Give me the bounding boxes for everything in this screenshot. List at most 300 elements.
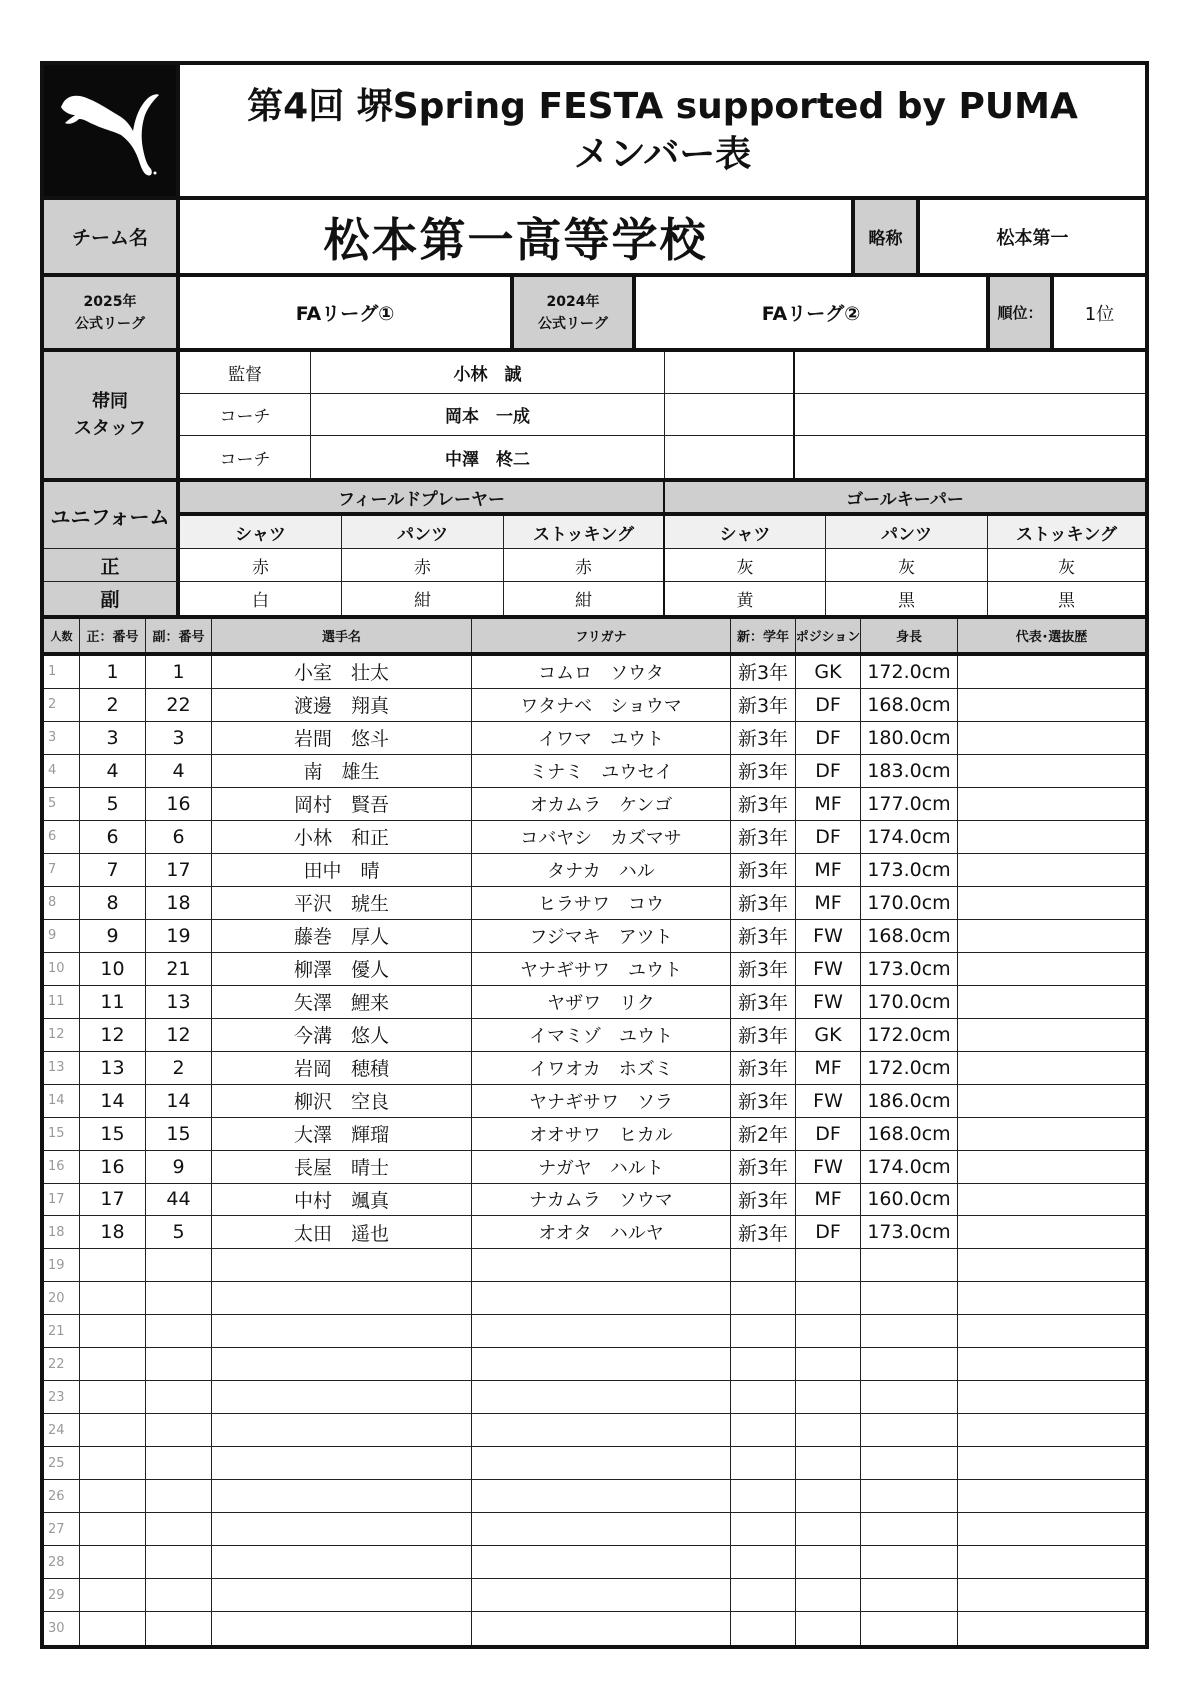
secondary-number: 14 bbox=[146, 1085, 212, 1118]
staff-row bbox=[180, 352, 1145, 394]
player-position bbox=[796, 1612, 861, 1645]
primary-number: 9 bbox=[80, 920, 146, 953]
player-name bbox=[212, 1348, 472, 1381]
uniform-color: 黒 bbox=[1058, 591, 1075, 611]
player-name: 藤巻 厚人 bbox=[212, 920, 472, 953]
primary-number: 10 bbox=[80, 953, 146, 986]
title-line-1: 第4回 堺Spring FESTA supported by PUMA bbox=[247, 85, 1078, 127]
league-2024-label bbox=[514, 277, 636, 348]
staff-grid bbox=[180, 352, 1145, 478]
player-count: 30 bbox=[44, 1612, 80, 1645]
player-name: 柳澤 優人 bbox=[212, 953, 472, 986]
player-grade bbox=[731, 1414, 796, 1447]
league-2024-value: FAリーグ② bbox=[636, 277, 990, 348]
player-count: 28 bbox=[44, 1546, 80, 1579]
primary-number bbox=[80, 1315, 146, 1348]
player-grade: 新3年 bbox=[731, 821, 796, 854]
player-count: 20 bbox=[44, 1282, 80, 1315]
player-furigana: イワマ ユウト bbox=[472, 722, 731, 755]
player-grade: 新3年 bbox=[731, 755, 796, 788]
player-representative bbox=[958, 1019, 1145, 1052]
player-height: 172.0cm bbox=[861, 1052, 958, 1085]
uniform-item-header: パンツ bbox=[826, 516, 988, 549]
player-name: 南 雄生 bbox=[212, 755, 472, 788]
player-furigana: オオサワ ヒカル bbox=[472, 1118, 731, 1151]
primary-number bbox=[80, 1414, 146, 1447]
player-count: 27 bbox=[44, 1513, 80, 1546]
player-position bbox=[796, 1513, 861, 1546]
league-2025-year: 2025年 bbox=[83, 293, 137, 310]
player-row bbox=[44, 1282, 1145, 1315]
player-furigana bbox=[472, 1414, 731, 1447]
player-height bbox=[861, 1381, 958, 1414]
uniform-label: ユニフォーム bbox=[44, 482, 180, 549]
player-height: 186.0cm bbox=[861, 1085, 958, 1118]
league-2025-sub: 公式リーグ bbox=[75, 315, 145, 332]
player-row bbox=[44, 1513, 1145, 1546]
player-representative bbox=[958, 1579, 1145, 1612]
player-representative bbox=[958, 953, 1145, 986]
player-count: 18 bbox=[44, 1216, 80, 1249]
player-representative bbox=[958, 1480, 1145, 1513]
player-furigana bbox=[472, 1315, 731, 1348]
player-position bbox=[796, 1546, 861, 1579]
player-grade bbox=[731, 1282, 796, 1315]
primary-number bbox=[80, 1381, 146, 1414]
player-count: 2 bbox=[44, 689, 80, 722]
player-height: 172.0cm bbox=[861, 1019, 958, 1052]
player-row bbox=[44, 1019, 1145, 1052]
player-name bbox=[212, 1249, 472, 1282]
player-height bbox=[861, 1447, 958, 1480]
player-count: 25 bbox=[44, 1447, 80, 1480]
puma-logo bbox=[44, 65, 180, 196]
player-row bbox=[44, 953, 1145, 986]
secondary-number: 21 bbox=[146, 953, 212, 986]
player-height: 170.0cm bbox=[861, 986, 958, 1019]
player-row bbox=[44, 887, 1145, 920]
league-2024-sub: 公式リーグ bbox=[538, 315, 608, 332]
uniform-color: 赤 bbox=[342, 549, 504, 582]
staff-extra-cell bbox=[795, 394, 1145, 436]
player-representative bbox=[958, 854, 1145, 887]
secondary-number: 13 bbox=[146, 986, 212, 1019]
player-height: 173.0cm bbox=[861, 1216, 958, 1249]
secondary-number: 18 bbox=[146, 887, 212, 920]
uniform-primary-row bbox=[44, 549, 1145, 582]
primary-number: 3 bbox=[80, 722, 146, 755]
primary-number: 8 bbox=[80, 887, 146, 920]
secondary-number bbox=[146, 1480, 212, 1513]
player-furigana bbox=[472, 1447, 731, 1480]
player-grade: 新3年 bbox=[731, 788, 796, 821]
player-name: 大澤 輝瑠 bbox=[212, 1118, 472, 1151]
staff-extra-cell bbox=[665, 436, 795, 478]
player-row bbox=[44, 1216, 1145, 1249]
player-height: 168.0cm bbox=[861, 920, 958, 953]
primary-label: 正 bbox=[44, 549, 180, 582]
staff-section bbox=[44, 352, 1145, 482]
player-count: 22 bbox=[44, 1348, 80, 1381]
player-name bbox=[212, 1480, 472, 1513]
player-position: FW bbox=[796, 953, 861, 986]
player-furigana bbox=[472, 1579, 731, 1612]
player-name bbox=[212, 1579, 472, 1612]
player-row bbox=[44, 689, 1145, 722]
player-name: 柳沢 空良 bbox=[212, 1085, 472, 1118]
player-furigana bbox=[472, 1513, 731, 1546]
player-height: 170.0cm bbox=[861, 887, 958, 920]
player-grade bbox=[731, 1612, 796, 1645]
uniform-color: 紺 bbox=[342, 582, 504, 615]
player-grade: 新3年 bbox=[731, 920, 796, 953]
secondary-number: 4 bbox=[146, 755, 212, 788]
player-grade: 新3年 bbox=[731, 1052, 796, 1085]
player-name: 長屋 晴士 bbox=[212, 1151, 472, 1184]
staff-role: コーチ bbox=[180, 394, 311, 436]
player-row bbox=[44, 1118, 1145, 1151]
player-position: FW bbox=[796, 920, 861, 953]
player-row bbox=[44, 1579, 1145, 1612]
player-grade bbox=[731, 1513, 796, 1546]
player-count: 11 bbox=[44, 986, 80, 1019]
player-count: 5 bbox=[44, 788, 80, 821]
league-2025-value: FAリーグ① bbox=[180, 277, 514, 348]
secondary-number bbox=[146, 1315, 212, 1348]
player-row bbox=[44, 1612, 1145, 1645]
player-count: 14 bbox=[44, 1085, 80, 1118]
player-representative bbox=[958, 821, 1145, 854]
document-title bbox=[180, 65, 1145, 196]
player-furigana bbox=[472, 1348, 731, 1381]
field-player-label: フィールドプレーヤー bbox=[180, 482, 665, 512]
team-row bbox=[44, 200, 1145, 277]
primary-number: 5 bbox=[80, 788, 146, 821]
secondary-number bbox=[146, 1579, 212, 1612]
player-representative bbox=[958, 788, 1145, 821]
primary-number: 18 bbox=[80, 1216, 146, 1249]
uniform-item-header: ストッキング bbox=[504, 516, 665, 549]
player-name bbox=[212, 1381, 472, 1414]
staff-row bbox=[180, 436, 1145, 478]
primary-number: 6 bbox=[80, 821, 146, 854]
player-representative bbox=[958, 1151, 1145, 1184]
player-grade: 新3年 bbox=[731, 854, 796, 887]
player-furigana: イマミゾ ユウト bbox=[472, 1019, 731, 1052]
player-grade bbox=[731, 1480, 796, 1513]
player-representative bbox=[958, 1348, 1145, 1381]
player-position: DF bbox=[796, 689, 861, 722]
player-position bbox=[796, 1348, 861, 1381]
player-height: 174.0cm bbox=[861, 821, 958, 854]
player-row bbox=[44, 854, 1145, 887]
player-grade bbox=[731, 1381, 796, 1414]
secondary-number bbox=[146, 1447, 212, 1480]
player-count: 1 bbox=[44, 656, 80, 689]
team-name-label: チーム名 bbox=[44, 200, 180, 273]
player-name bbox=[212, 1414, 472, 1447]
player-position: GK bbox=[796, 1019, 861, 1052]
secondary-number: 19 bbox=[146, 920, 212, 953]
uniform-header bbox=[44, 482, 1145, 549]
player-name: 中村 颯真 bbox=[212, 1184, 472, 1217]
team-abbr-label: 略称 bbox=[855, 200, 920, 273]
player-row bbox=[44, 788, 1145, 821]
player-grade: 新2年 bbox=[731, 1118, 796, 1151]
player-count: 7 bbox=[44, 854, 80, 887]
secondary-number bbox=[146, 1348, 212, 1381]
title-line-2: メンバー表 bbox=[573, 133, 752, 175]
primary-number bbox=[80, 1282, 146, 1315]
uniform-color: 白 bbox=[180, 582, 342, 615]
primary-number: 16 bbox=[80, 1151, 146, 1184]
player-grade: 新3年 bbox=[731, 1151, 796, 1184]
primary-number bbox=[80, 1612, 146, 1645]
primary-number bbox=[80, 1447, 146, 1480]
player-height: 168.0cm bbox=[861, 1118, 958, 1151]
player-count: 9 bbox=[44, 920, 80, 953]
player-position: MF bbox=[796, 887, 861, 920]
player-name: 田中 晴 bbox=[212, 854, 472, 887]
player-representative bbox=[958, 986, 1145, 1019]
title-row bbox=[44, 65, 1145, 200]
player-position: FW bbox=[796, 1151, 861, 1184]
player-furigana bbox=[472, 1612, 731, 1645]
player-grade: 新3年 bbox=[731, 656, 796, 689]
player-count: 8 bbox=[44, 887, 80, 920]
player-representative bbox=[958, 1612, 1145, 1645]
staff-label-line-1: 帯同 bbox=[92, 391, 128, 412]
primary-number bbox=[80, 1579, 146, 1612]
secondary-number: 3 bbox=[146, 722, 212, 755]
player-representative bbox=[958, 1315, 1145, 1348]
player-row bbox=[44, 1381, 1145, 1414]
col-header-count: 人数 bbox=[44, 619, 80, 652]
player-furigana: タナカ ハル bbox=[472, 854, 731, 887]
secondary-number: 2 bbox=[146, 1052, 212, 1085]
player-grade bbox=[731, 1249, 796, 1282]
player-furigana: オオタ ハルヤ bbox=[472, 1216, 731, 1249]
secondary-number: 1 bbox=[146, 656, 212, 689]
player-count: 13 bbox=[44, 1052, 80, 1085]
uniform-color: 灰 bbox=[665, 549, 826, 582]
player-height: 174.0cm bbox=[861, 1151, 958, 1184]
player-height: 160.0cm bbox=[861, 1184, 958, 1217]
secondary-label: 副 bbox=[44, 582, 180, 615]
player-representative bbox=[958, 1085, 1145, 1118]
uniform-color: 黒 bbox=[826, 582, 988, 615]
player-height: 168.0cm bbox=[861, 689, 958, 722]
player-position bbox=[796, 1480, 861, 1513]
player-height bbox=[861, 1282, 958, 1315]
player-row bbox=[44, 1546, 1145, 1579]
uniform-item-header: シャツ bbox=[665, 516, 826, 549]
player-representative bbox=[958, 1513, 1145, 1546]
player-position bbox=[796, 1381, 861, 1414]
player-position bbox=[796, 1282, 861, 1315]
player-furigana: コバヤシ カズマサ bbox=[472, 821, 731, 854]
player-count: 26 bbox=[44, 1480, 80, 1513]
player-representative bbox=[958, 1216, 1145, 1249]
uniform-color: 赤 bbox=[504, 549, 665, 582]
primary-number: 14 bbox=[80, 1085, 146, 1118]
player-count: 29 bbox=[44, 1579, 80, 1612]
player-grade bbox=[731, 1315, 796, 1348]
player-row bbox=[44, 1085, 1145, 1118]
player-grade: 新3年 bbox=[731, 722, 796, 755]
col-header-height: 身長 bbox=[861, 619, 958, 652]
player-row bbox=[44, 821, 1145, 854]
player-position: DF bbox=[796, 1216, 861, 1249]
player-furigana: オカムラ ケンゴ bbox=[472, 788, 731, 821]
player-name: 小林 和正 bbox=[212, 821, 472, 854]
player-furigana: ヤナギサワ ユウト bbox=[472, 953, 731, 986]
player-position: MF bbox=[796, 1184, 861, 1217]
player-grade bbox=[731, 1546, 796, 1579]
player-height bbox=[861, 1315, 958, 1348]
secondary-number bbox=[146, 1513, 212, 1546]
player-representative bbox=[958, 755, 1145, 788]
league-row bbox=[44, 277, 1145, 352]
staff-extra-cell bbox=[795, 436, 1145, 478]
player-position: MF bbox=[796, 788, 861, 821]
player-name: 平沢 琥生 bbox=[212, 887, 472, 920]
puma-cat-icon bbox=[55, 81, 165, 181]
uniform-color: 黄 bbox=[665, 582, 826, 615]
player-furigana: ヤナギサワ ソラ bbox=[472, 1085, 731, 1118]
player-furigana bbox=[472, 1381, 731, 1414]
player-count: 17 bbox=[44, 1184, 80, 1217]
primary-number: 2 bbox=[80, 689, 146, 722]
player-row bbox=[44, 1447, 1145, 1480]
player-representative bbox=[958, 1414, 1145, 1447]
player-count: 4 bbox=[44, 755, 80, 788]
player-row bbox=[44, 1249, 1145, 1282]
uniform-color: 灰 bbox=[826, 549, 988, 582]
player-grade: 新3年 bbox=[731, 887, 796, 920]
player-furigana bbox=[472, 1546, 731, 1579]
uniform-item-header: パンツ bbox=[342, 516, 504, 549]
col-header-representative: 代表･選抜歴 bbox=[958, 619, 1145, 652]
player-height bbox=[861, 1249, 958, 1282]
col-header-position: ポジション bbox=[796, 619, 861, 652]
secondary-number bbox=[146, 1414, 212, 1447]
player-representative bbox=[958, 1118, 1145, 1151]
player-representative bbox=[958, 722, 1145, 755]
staff-label-line-2: スタッフ bbox=[74, 418, 146, 439]
player-position bbox=[796, 1579, 861, 1612]
player-furigana: ナカムラ ソウマ bbox=[472, 1184, 731, 1217]
secondary-number bbox=[146, 1282, 212, 1315]
roster-body bbox=[44, 656, 1145, 1645]
uniform-color: 紺 bbox=[504, 582, 665, 615]
secondary-number bbox=[146, 1612, 212, 1645]
player-furigana: ヤザワ リク bbox=[472, 986, 731, 1019]
player-representative bbox=[958, 1249, 1145, 1282]
player-count: 21 bbox=[44, 1315, 80, 1348]
primary-number: 7 bbox=[80, 854, 146, 887]
player-row bbox=[44, 1414, 1145, 1447]
player-grade: 新3年 bbox=[731, 1019, 796, 1052]
player-grade: 新3年 bbox=[731, 1184, 796, 1217]
player-row bbox=[44, 1315, 1145, 1348]
primary-number bbox=[80, 1546, 146, 1579]
player-row bbox=[44, 656, 1145, 689]
player-height: 173.0cm bbox=[861, 854, 958, 887]
col-header-secondary-number: 副：番号 bbox=[146, 619, 212, 652]
rank-value: 1位 bbox=[1084, 303, 1115, 325]
player-furigana bbox=[472, 1249, 731, 1282]
secondary-number: 5 bbox=[146, 1216, 212, 1249]
player-count: 23 bbox=[44, 1381, 80, 1414]
staff-role: コーチ bbox=[180, 436, 311, 478]
player-count: 19 bbox=[44, 1249, 80, 1282]
player-furigana bbox=[472, 1480, 731, 1513]
player-row bbox=[44, 920, 1145, 953]
player-representative bbox=[958, 1052, 1145, 1085]
player-furigana bbox=[472, 1282, 731, 1315]
player-name bbox=[212, 1513, 472, 1546]
player-name: 小室 壮太 bbox=[212, 656, 472, 689]
player-row bbox=[44, 1480, 1145, 1513]
staff-extra-cell bbox=[665, 394, 795, 436]
player-position: FW bbox=[796, 986, 861, 1019]
primary-number bbox=[80, 1513, 146, 1546]
player-grade: 新3年 bbox=[731, 953, 796, 986]
player-representative bbox=[958, 1184, 1145, 1217]
player-furigana: ミナミ ユウセイ bbox=[472, 755, 731, 788]
staff-name: 岡本 一成 bbox=[311, 394, 665, 436]
player-representative bbox=[958, 1447, 1145, 1480]
player-height: 173.0cm bbox=[861, 953, 958, 986]
player-name bbox=[212, 1282, 472, 1315]
secondary-number: 12 bbox=[146, 1019, 212, 1052]
player-representative bbox=[958, 1381, 1145, 1414]
player-count: 16 bbox=[44, 1151, 80, 1184]
col-header-primary-number: 正：番号 bbox=[80, 619, 146, 652]
player-representative bbox=[958, 1282, 1145, 1315]
uniform-secondary-row bbox=[44, 582, 1145, 619]
secondary-number: 17 bbox=[146, 854, 212, 887]
player-row bbox=[44, 1184, 1145, 1217]
player-position: DF bbox=[796, 1118, 861, 1151]
staff-extra-cell bbox=[665, 352, 795, 394]
player-name bbox=[212, 1612, 472, 1645]
player-position bbox=[796, 1414, 861, 1447]
player-height: 172.0cm bbox=[861, 656, 958, 689]
primary-number bbox=[80, 1249, 146, 1282]
secondary-number bbox=[146, 1381, 212, 1414]
player-position bbox=[796, 1447, 861, 1480]
uniform-color: 赤 bbox=[180, 549, 342, 582]
player-position: GK bbox=[796, 656, 861, 689]
staff-name: 小林 誠 bbox=[311, 352, 665, 394]
player-name: 渡邊 翔真 bbox=[212, 689, 472, 722]
player-name: 太田 遥也 bbox=[212, 1216, 472, 1249]
player-row bbox=[44, 1151, 1145, 1184]
player-grade: 新3年 bbox=[731, 1085, 796, 1118]
secondary-number bbox=[146, 1546, 212, 1579]
player-position: MF bbox=[796, 854, 861, 887]
secondary-number: 44 bbox=[146, 1184, 212, 1217]
secondary-number bbox=[146, 1249, 212, 1282]
primary-number: 1 bbox=[80, 656, 146, 689]
player-representative bbox=[958, 887, 1145, 920]
player-grade: 新3年 bbox=[731, 1216, 796, 1249]
player-furigana: ヒラサワ コウ bbox=[472, 887, 731, 920]
league-2025-label bbox=[44, 277, 180, 348]
player-representative bbox=[958, 689, 1145, 722]
